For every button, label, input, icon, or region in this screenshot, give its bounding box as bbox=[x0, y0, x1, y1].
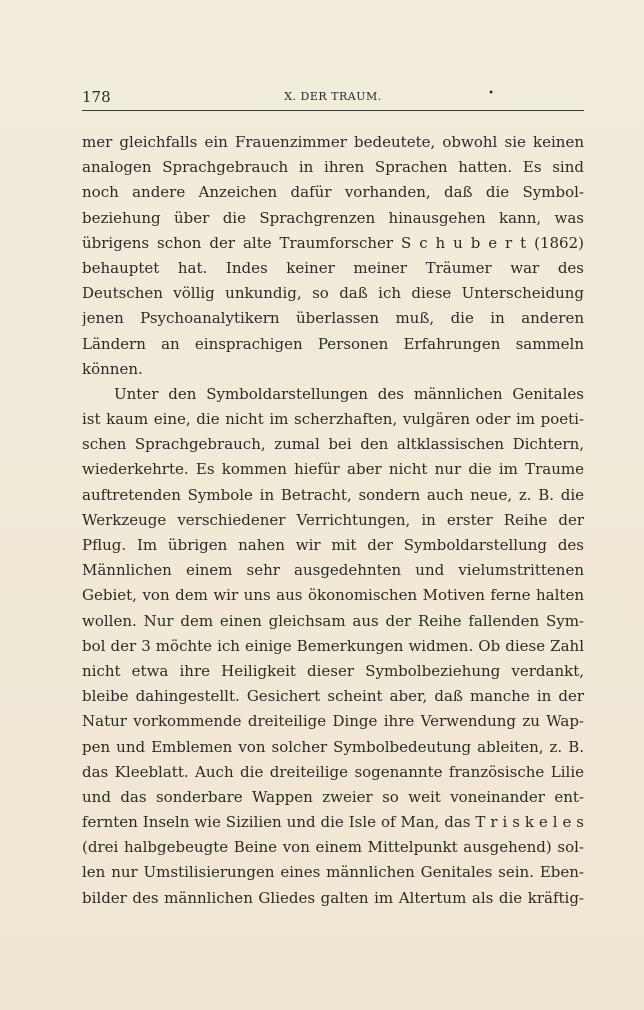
text-line: auftretenden Symbole in Betracht, sondern auch neue, z. B. die bbox=[82, 485, 584, 504]
paragraph-start-line: Unter den Symboldarstellungen des männlichen Genitales bbox=[114, 384, 584, 403]
text-line: und das sonderbare Wappen zweier so weit voneinander ent- bbox=[82, 787, 584, 806]
text-line: Deutschen völlig unkundig, so daß ich diese Unterscheidung bbox=[82, 284, 584, 303]
page-header bbox=[82, 86, 584, 111]
text-line: len nur Umstilisierungen eines männlichen Genitales sein. Eben- bbox=[82, 863, 584, 882]
page-number: 178 bbox=[82, 88, 111, 106]
text-line: mer gleichfalls ein Frauenzimmer bedeutete, obwohl sie keinen bbox=[82, 133, 584, 151]
text-line: bilder des männlichen Gliedes galten im Altertum als die kräftig- bbox=[82, 888, 584, 907]
text-line: das Kleeblatt. Auch die dreiteilige sogenannte französische Lilie bbox=[82, 762, 584, 781]
text-line: ist kaum eine, die nicht im scherzhaften, vulgären oder im poeti- bbox=[82, 410, 584, 429]
text-line: noch andere Anzeichen dafür vorhanden, daß die Symbol- bbox=[82, 183, 584, 202]
text-line: bleibe dahingestellt. Gesichert scheint aber, daß manche in der bbox=[82, 687, 584, 706]
header-mark: • bbox=[488, 88, 494, 99]
text-line: Männlichen einem sehr ausgedehnten und vielumstrittenen bbox=[82, 561, 584, 580]
text-line: schen Sprachgebrauch, zumal bei den altklassischen Dichtern, bbox=[82, 435, 584, 454]
text-line: beziehung über die Sprachgrenzen hinausgehen kann, was bbox=[82, 208, 584, 227]
text-line: Pflug. Im übrigen nahen wir mit der Symboldarstellung des bbox=[82, 536, 584, 554]
text-line: Werkzeuge verschiedener Verrichtungen, in erster Reihe der bbox=[82, 510, 584, 529]
body-text bbox=[82, 130, 584, 911]
running-head: X. DER TRAUM. bbox=[284, 90, 382, 103]
text-line: wollen. Nur dem einen gleichsam aus der Reihe fallenden Sym- bbox=[82, 611, 584, 630]
text-line: behauptet hat. Indes keiner meiner Träumer war des bbox=[82, 258, 584, 277]
text-line: analogen Sprachgebrauch in ihren Sprachen hatten. Es sind bbox=[82, 158, 584, 177]
text-line: nicht etwa ihre Heiligkeit dieser Symbolbeziehung verdankt, bbox=[82, 661, 584, 680]
text-line: Natur vorkommende dreiteilige Dinge ihre Verwendung zu Wap- bbox=[82, 712, 584, 731]
text-line: wiederkehrte. Es kommen hiefür aber nicht nur die im Traume bbox=[82, 460, 584, 479]
text-line: fernten Inseln wie Sizilien und die Isle of Man, das T r i s k e l e s bbox=[82, 813, 584, 832]
text-line: pen und Emblemen von solcher Symbolbedeutung ableiten, z. B. bbox=[82, 737, 584, 756]
text-line: übrigens schon der alte Traumforscher S c h u b e r t (1862) bbox=[82, 233, 584, 252]
text-line: (drei halbgebeugte Beine von einem Mittelpunkt ausgehend) sol- bbox=[82, 838, 584, 857]
text-line: Gebiet, von dem wir uns aus ökonomischen Motiven ferne halten bbox=[82, 586, 584, 605]
text-line: jenen Psychoanalytikern überlassen muß, die in anderen bbox=[82, 309, 584, 328]
text-line: Ländern an einsprachigen Personen Erfahrungen sammeln bbox=[82, 334, 584, 353]
text-line: bol der 3 möchte ich einige Bemerkungen widmen. Ob diese Zahl bbox=[82, 636, 584, 655]
text-line: können. bbox=[82, 359, 143, 378]
